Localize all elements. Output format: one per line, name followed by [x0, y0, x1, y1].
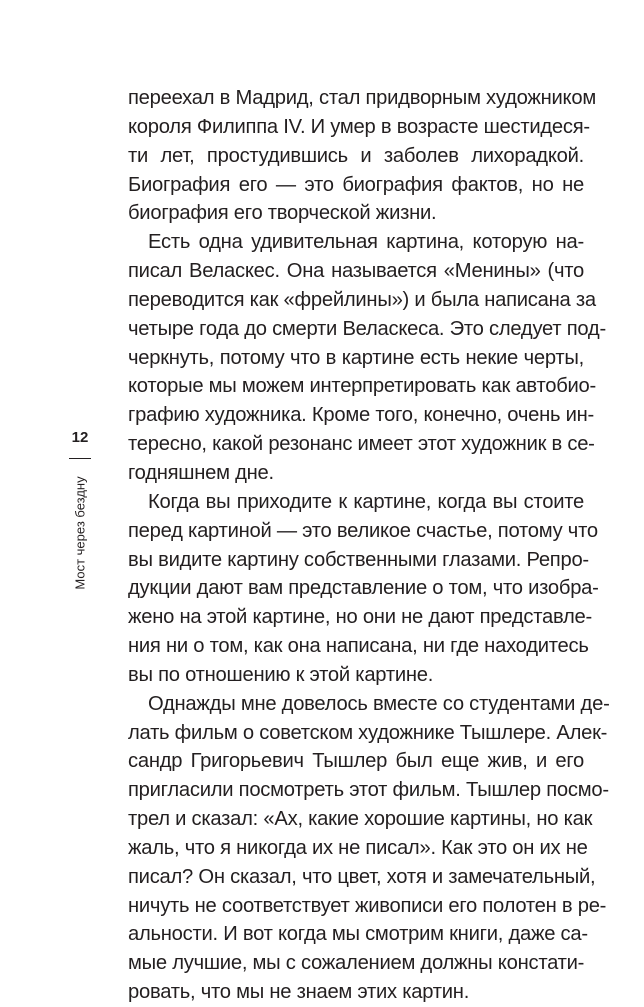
text-line: переехал в Мадрид, стал придворным художником	[128, 87, 596, 109]
text-line: черкнуть, потому что в картине есть некие черты,	[128, 346, 584, 369]
folio-divider	[69, 458, 91, 459]
text-line: Когда вы приходите к картине, когда вы стоите	[148, 490, 584, 513]
text-line: годняшнем дне.	[128, 461, 274, 484]
text-line: писал Веласкес. Она называется «Менины» (что	[128, 260, 584, 283]
paragraph	[128, 228, 606, 488]
text-line: ровать, что мы не знаем этих картин.	[128, 981, 470, 1004]
text-line: трел и сказал: «Ах, какие хорошие картины, но как	[128, 808, 593, 831]
text-line: мые лучшие, мы с сожалением должны констати-	[128, 952, 585, 975]
text-line: Есть одна удивительная картина, которую на-	[148, 231, 584, 254]
text-line: Биография его — это биография фактов, но не	[128, 173, 584, 196]
paragraph	[128, 84, 596, 228]
text-line: сандр Григорьевич Тышлер был еще жив, и его	[128, 750, 584, 773]
text-line: дукции дают вам представление о том, что изобра-	[128, 577, 599, 600]
paragraph	[128, 690, 610, 1007]
body-text	[128, 84, 610, 1007]
text-line: ти лет, простудившись и заболев лихорадкой.	[128, 144, 584, 167]
page-number: 12	[71, 429, 89, 446]
running-title: Мост через бездну	[72, 476, 88, 590]
text-line: писал? Он сказал, что цвет, хотя и замечательный,	[128, 865, 596, 888]
text-line: вы по отношению к этой картине.	[128, 663, 434, 686]
text-line: перед картиной — это великое счастье, потому что	[128, 519, 598, 542]
text-line: пригласили посмотреть этот фильм. Тышлер посмо-	[128, 779, 609, 802]
text-line: четыре года до смерти Веласкеса. Это следует под-	[128, 317, 606, 340]
text-line: альности. И вот когда мы смотрим книги, даже са-	[128, 923, 588, 946]
text-line: биография его творческой жизни.	[128, 202, 437, 225]
text-line: короля Филиппа IV. И умер в возрасте шестидеся-	[128, 115, 590, 138]
text-line: жено на этой картине, но они не дают представле-	[128, 606, 592, 629]
text-line: вы видите картину собственными глазами. Репро-	[128, 548, 589, 571]
text-line: Однажды мне довелось вместе со студентами де-	[148, 692, 610, 715]
text-line: жаль, что я никогда их не писал». Как это он их не	[128, 836, 588, 859]
text-line: переводится как «фрейлины») и была написана за	[128, 288, 596, 311]
text-line: графию художника. Кроме того, конечно, очень ин-	[128, 404, 594, 427]
text-line: ния ни о том, как она написана, ни где находитесь	[128, 635, 589, 658]
text-line: тересно, какой резонанс имеет этот художник в се-	[128, 433, 595, 456]
text-line: ничуть не соответствует живописи его полотен в ре-	[128, 894, 607, 917]
text-line: лать фильм о советском художнике Тышлере. Алек-	[128, 721, 608, 744]
paragraph	[128, 488, 599, 690]
text-line: которые мы можем интерпретировать как автобио-	[128, 375, 596, 398]
